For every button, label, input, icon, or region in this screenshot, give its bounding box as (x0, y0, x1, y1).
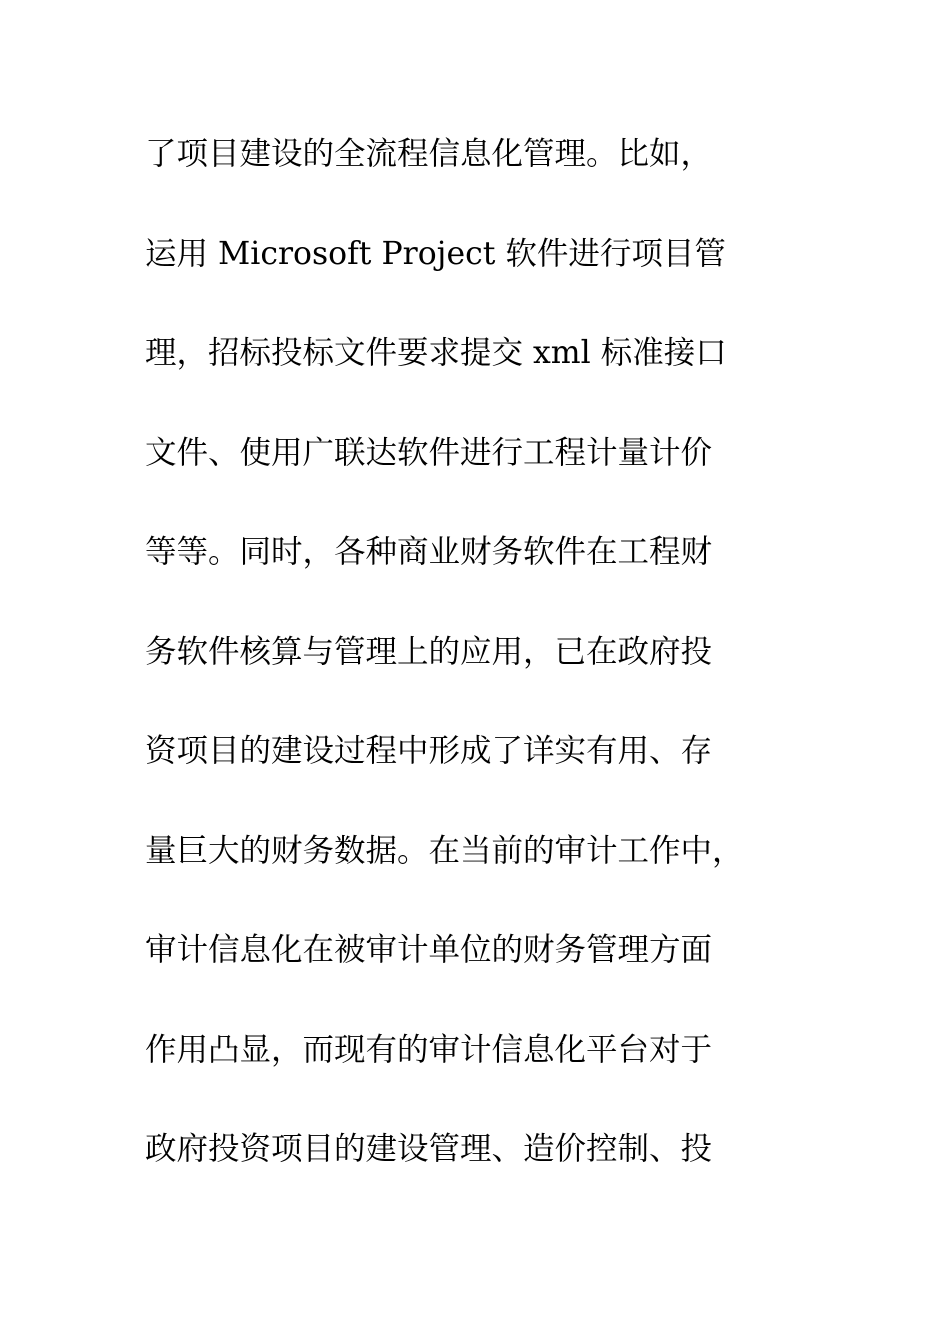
text-line: 理，招标投标文件要求提交 xml 标准接口 (145, 335, 727, 371)
text-line: 文件、使用广联达软件进行工程计量计价 (145, 434, 713, 471)
text-line: 量巨大的财务数据。在当前的审计工作中， (145, 832, 744, 869)
text-line: 审计信息化在被审计单位的财务管理方面 (145, 932, 713, 968)
text-line: 了项目建设的全流程信息化管理。比如， (145, 136, 713, 172)
text-line: 政府投资项目的建设管理、造价控制、投 (145, 1131, 713, 1167)
text-line: 作用凸显，而现有的审计信息化平台对于 (145, 1031, 713, 1068)
text-line: 务软件核算与管理上的应用，已在政府投 (145, 633, 713, 670)
text-line: 等等。同时，各种商业财务软件在工程财 (145, 534, 713, 570)
body-paragraph (145, 127, 825, 1222)
text-line: 运用 Microsoft Project 软件进行项目管 (145, 235, 726, 272)
text-line: 资项目的建设过程中形成了详实有用、存 (145, 733, 713, 769)
